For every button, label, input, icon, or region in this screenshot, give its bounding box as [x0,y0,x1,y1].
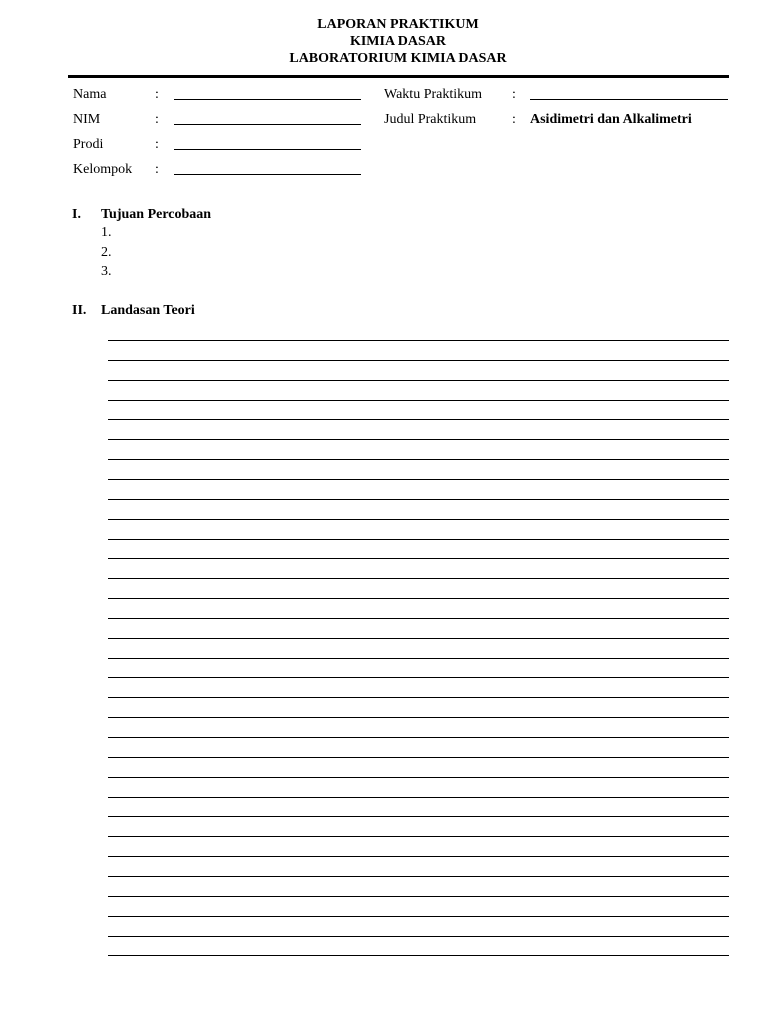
waktu-label: Waktu Praktikum [384,87,483,102]
section-landasan-title: Landasan Teori [101,303,195,318]
writing-line [108,519,729,520]
section-tujuan-title: Tujuan Percobaan [101,207,212,222]
writing-line [108,380,729,381]
prodi-label: Prodi [73,137,104,152]
course-name: KIMIA DASAR [349,34,447,49]
report-header [0,16,768,67]
writing-line [108,340,729,341]
prodi-input-line[interactable] [174,149,361,150]
section-landasan-numeral: II. [72,303,87,318]
kelompok-label: Kelompok [73,162,133,177]
nama-input-line[interactable] [174,99,361,100]
writing-line [108,856,729,857]
writing-line [108,797,729,798]
writing-line [108,539,729,540]
waktu-colon: : [512,87,516,102]
writing-line [108,876,729,877]
writing-line [108,955,729,956]
nama-colon: : [155,87,159,102]
writing-line [108,658,729,659]
header-divider [68,75,729,78]
section-tujuan-numeral: I. [72,207,81,222]
writing-line [108,479,729,480]
kelompok-input-line[interactable] [174,174,361,175]
nim-input-line[interactable] [174,124,361,125]
nim-label: NIM [73,112,101,127]
judul-value: Asidimetri dan Alkalimetri [530,112,692,127]
writing-line [108,578,729,579]
writing-line [108,459,729,460]
nim-colon: : [155,112,159,127]
writing-line [108,558,729,559]
writing-line [108,618,729,619]
writing-line [108,836,729,837]
nama-label: Nama [73,87,107,102]
writing-line [108,499,729,500]
writing-line [108,936,729,937]
objective-item-1: 1. [101,225,112,240]
writing-line [108,439,729,440]
writing-line [108,697,729,698]
laboratory-name: LABORATORIUM KIMIA DASAR [289,51,507,66]
writing-line [108,419,729,420]
objective-item-2: 2. [101,245,112,260]
objective-item-3: 3. [101,264,112,279]
writing-line [108,916,729,917]
report-title: LAPORAN PRAKTIKUM [317,17,479,32]
writing-line [108,737,729,738]
judul-label: Judul Praktikum [384,112,477,127]
writing-line [108,777,729,778]
writing-line [108,400,729,401]
writing-line [108,757,729,758]
writing-line [108,638,729,639]
judul-colon: : [512,112,516,127]
kelompok-colon: : [155,162,159,177]
writing-line [108,896,729,897]
writing-line [108,360,729,361]
writing-line [108,598,729,599]
writing-line [108,816,729,817]
writing-line [108,717,729,718]
prodi-colon: : [155,137,159,152]
writing-line [108,677,729,678]
waktu-input-line[interactable] [530,99,728,100]
